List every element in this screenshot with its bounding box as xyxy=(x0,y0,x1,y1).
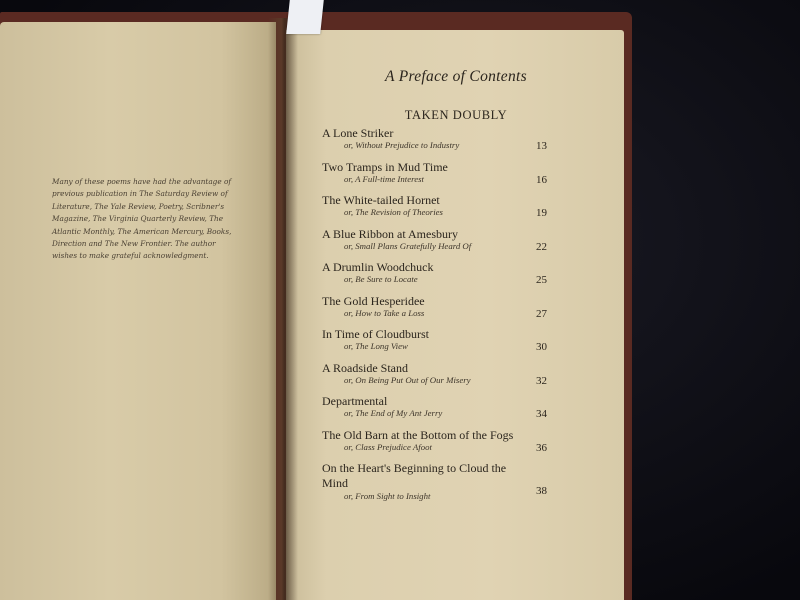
entry-page: 13 xyxy=(536,140,547,152)
entry-title: Two Tramps in Mud Time xyxy=(322,159,448,174)
entry-page: 27 xyxy=(536,307,547,320)
entry-page: 19 xyxy=(536,207,547,219)
entry-subtitle: or, Without Prejudice to Industry xyxy=(344,140,460,150)
entry-page: 25 xyxy=(536,274,547,286)
contents-entry xyxy=(322,294,547,328)
entry-subtitle: or, Class Prejudice Afoot xyxy=(344,441,432,452)
entry-subtitle: or, The Long View xyxy=(344,341,408,351)
entry-title: Departmental xyxy=(322,394,388,408)
entry-subtitle: or, On Being Put Out of Our Misery xyxy=(344,374,471,385)
entry-subtitle: or, The Revision of Theories xyxy=(344,207,443,217)
entry-page: 32 xyxy=(536,374,547,387)
entry-page: 22 xyxy=(536,240,547,253)
contents-entry xyxy=(322,428,547,462)
entry-title: The Old Barn at the Bottom of the Fogs xyxy=(322,427,514,442)
ack-line: Direction and The New Frontier. The author xyxy=(52,239,216,249)
ack-line: previous publication in The Saturday Review of xyxy=(52,189,228,199)
entry-title: A Blue Ribbon at Amesbury xyxy=(322,226,458,241)
ack-line: Literature, The Yale Review, Poetry, Scribner's xyxy=(52,201,225,211)
entry-page: 38 xyxy=(536,485,547,497)
contents-entry xyxy=(322,461,547,511)
entry-title: A Roadside Stand xyxy=(322,360,408,375)
entry-subtitle: or, The End of My Ant Jerry xyxy=(344,408,443,418)
book-gutter xyxy=(268,18,298,600)
entry-title: On the Heart's Beginning to Cloud the Mind xyxy=(322,461,507,490)
entry-page: 36 xyxy=(536,441,547,454)
contents-entry xyxy=(322,193,547,227)
entry-subtitle: or, A Full-time Interest xyxy=(344,173,424,184)
ack-line: wishes to make grateful acknowledgment. xyxy=(52,251,209,261)
ack-line: Many of these poems have had the advantage of xyxy=(52,177,232,186)
contents-title: A Preface of Contents xyxy=(385,68,527,85)
entry-title: In Time of Cloudburst xyxy=(322,327,430,341)
contents-entry xyxy=(322,327,547,361)
section-heading: TAKEN DOUBLY xyxy=(404,108,508,122)
entry-page: 16 xyxy=(536,173,547,186)
entry-subtitle: or, How to Take a Loss xyxy=(344,307,425,318)
bookmark-slip xyxy=(286,0,324,34)
contents-entry xyxy=(322,260,547,294)
entry-subtitle: or, Be Sure to Locate xyxy=(344,274,418,284)
entry-title: The White-tailed Hornet xyxy=(322,193,440,207)
contents-list xyxy=(322,126,547,511)
entry-page: 34 xyxy=(536,408,547,420)
entry-title: The Gold Hesperidee xyxy=(322,293,425,308)
ack-line: Atlantic Monthly, The American Mercury, Books, xyxy=(52,226,232,236)
entry-subtitle: or, From Sight to Insight xyxy=(344,491,431,501)
entry-subtitle: or, Small Plans Gratefully Heard Of xyxy=(344,240,472,251)
contents-entry xyxy=(322,126,547,160)
contents-entry xyxy=(322,160,547,194)
contents-entry xyxy=(322,361,547,395)
acknowledgment-text xyxy=(52,176,252,263)
ack-line: Magazine, The Virginia Quarterly Review, The xyxy=(52,214,224,224)
contents-entry xyxy=(322,394,547,428)
entry-title: A Lone Striker xyxy=(322,126,394,140)
entry-title: A Drumlin Woodchuck xyxy=(322,260,434,274)
contents-entry xyxy=(322,227,547,261)
entry-page: 30 xyxy=(536,341,547,353)
left-page xyxy=(0,22,276,600)
